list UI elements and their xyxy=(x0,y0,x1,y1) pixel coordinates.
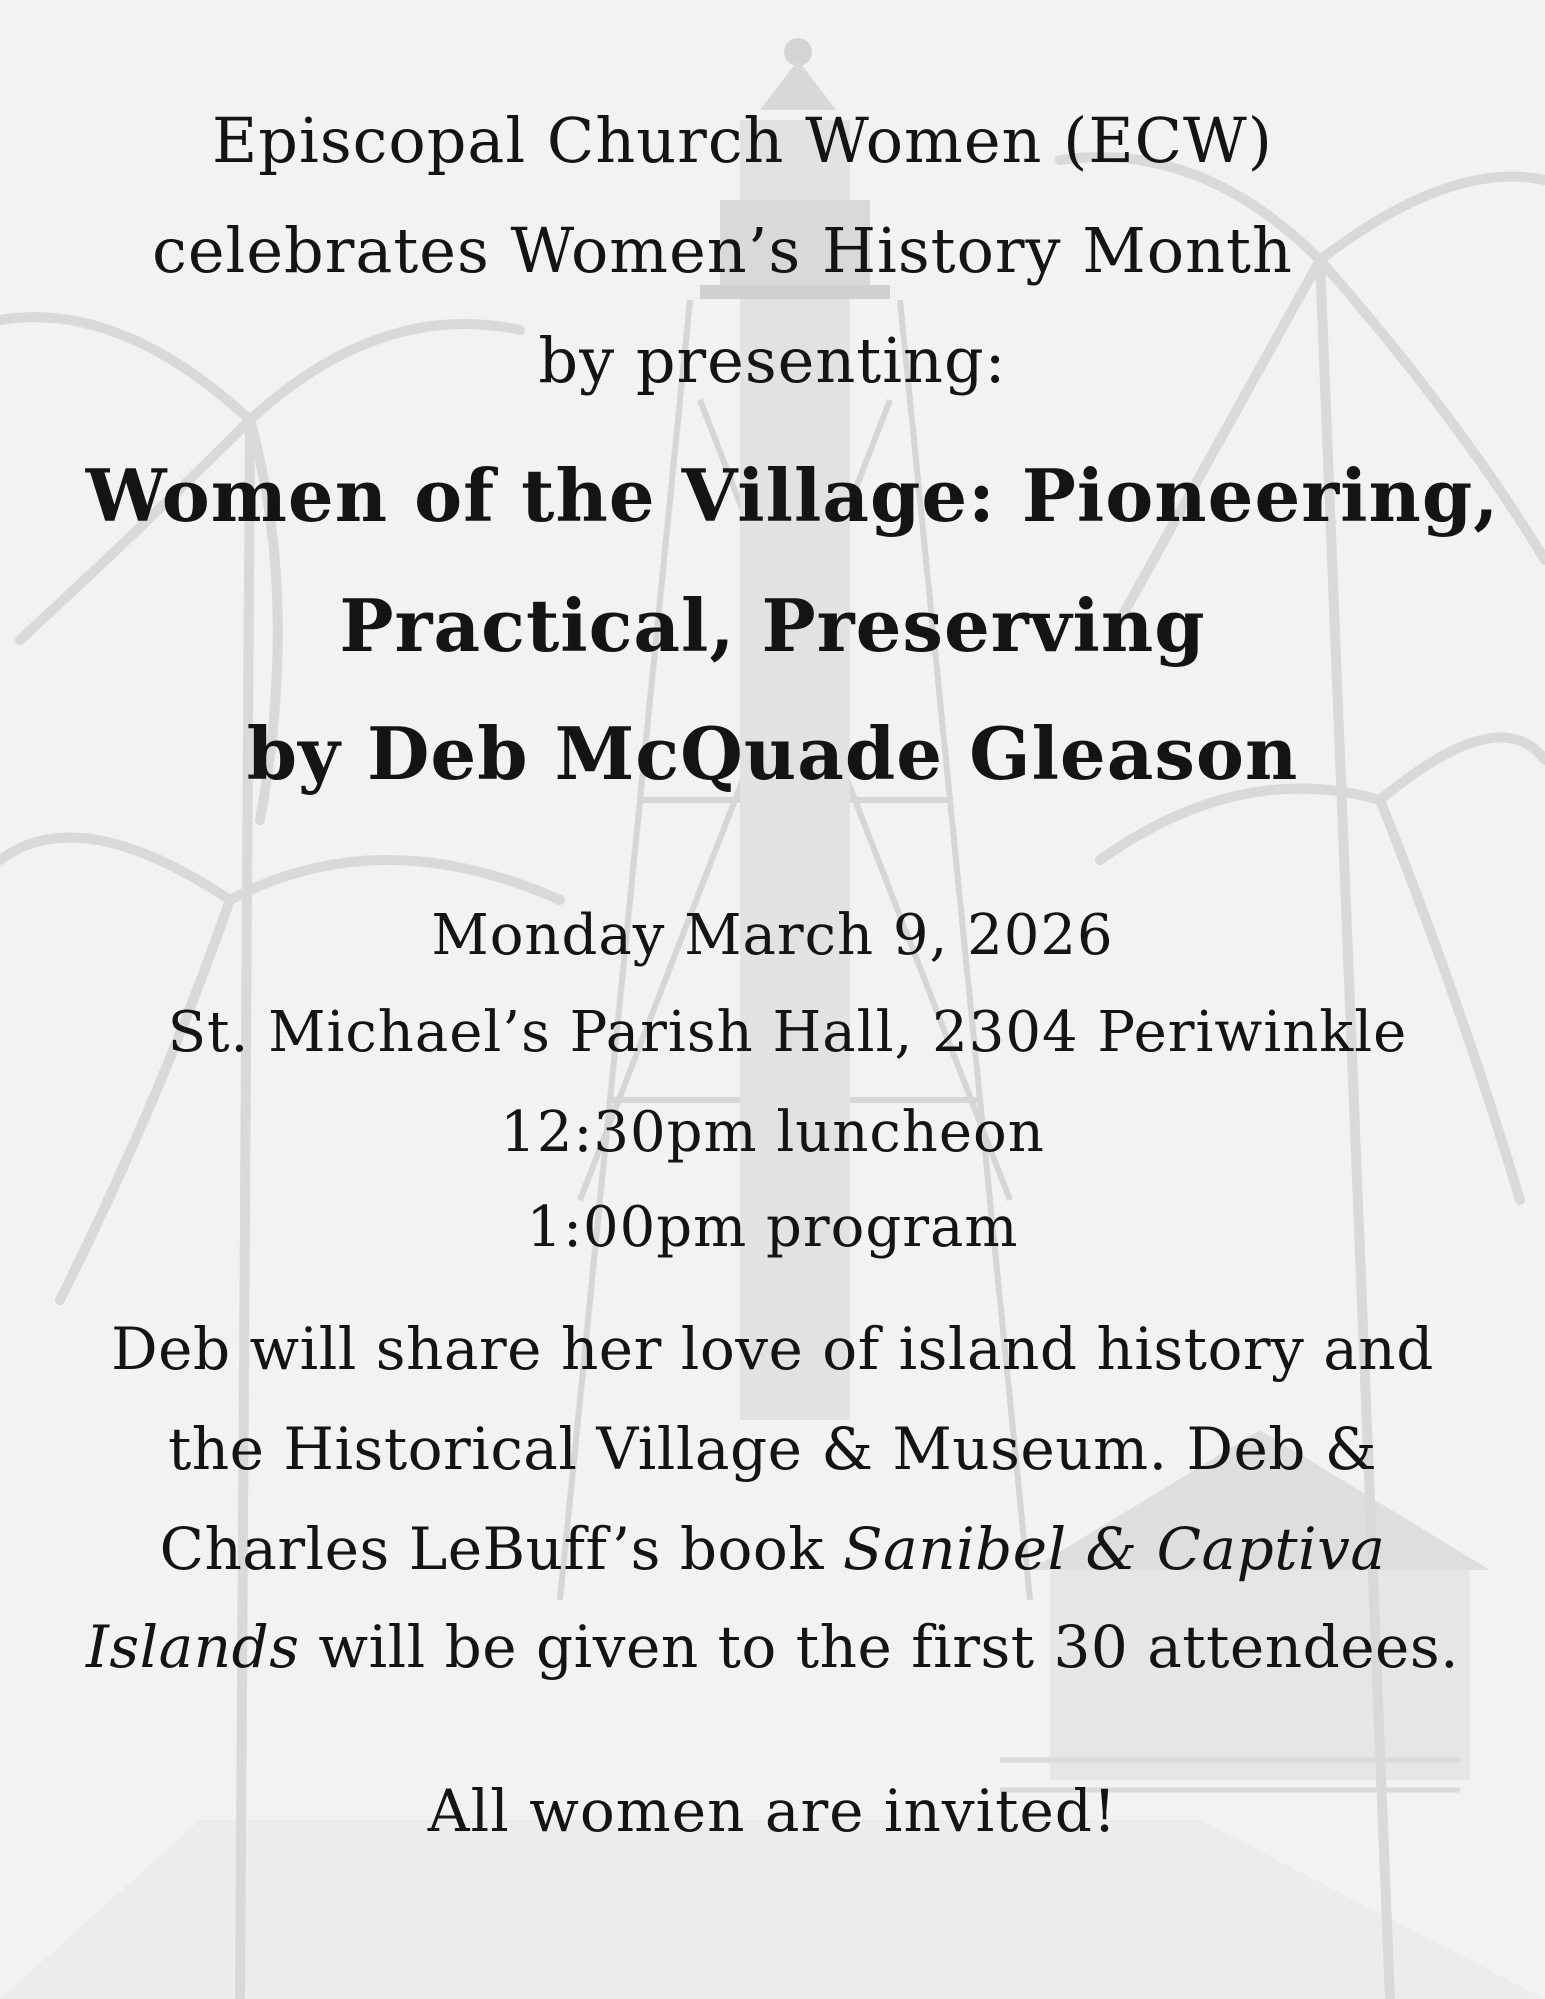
event-location: St. Michael’s Parish Hall, 2304 Periwinkle xyxy=(167,1000,1408,1065)
book-title-part-2: Islands xyxy=(85,1613,300,1681)
event-title-author: by Deb McQuade Gleason xyxy=(246,711,1299,796)
event-date: Monday March 9, 2026 xyxy=(431,903,1114,968)
event-title-line-2: Practical, Preserving xyxy=(339,583,1206,668)
description-line-1: Deb will share her love of island history and xyxy=(111,1315,1434,1383)
description-line-4 xyxy=(0,1613,1545,1681)
intro-line-1: Episcopal Church Women (ECW) xyxy=(212,104,1273,177)
description-line-3 xyxy=(0,1515,1545,1583)
description-line-3-text: Charles LeBuff’s book xyxy=(159,1515,843,1583)
intro-line-3: by presenting: xyxy=(538,324,1007,397)
intro-line-2: celebrates Women’s History Month xyxy=(152,214,1293,287)
description-line-2: the Historical Village & Museum. Deb & xyxy=(168,1415,1377,1483)
event-title-line-1: Women of the Village: Pioneering, xyxy=(85,453,1500,538)
book-title-part-1: Sanibel & Captiva xyxy=(842,1515,1386,1583)
description-line-4-text: will be given to the first 30 attendees. xyxy=(299,1613,1460,1681)
program-time: 1:00pm program xyxy=(526,1195,1019,1260)
luncheon-time: 12:30pm luncheon xyxy=(500,1100,1045,1165)
closing-invitation: All women are invited! xyxy=(427,1777,1118,1845)
